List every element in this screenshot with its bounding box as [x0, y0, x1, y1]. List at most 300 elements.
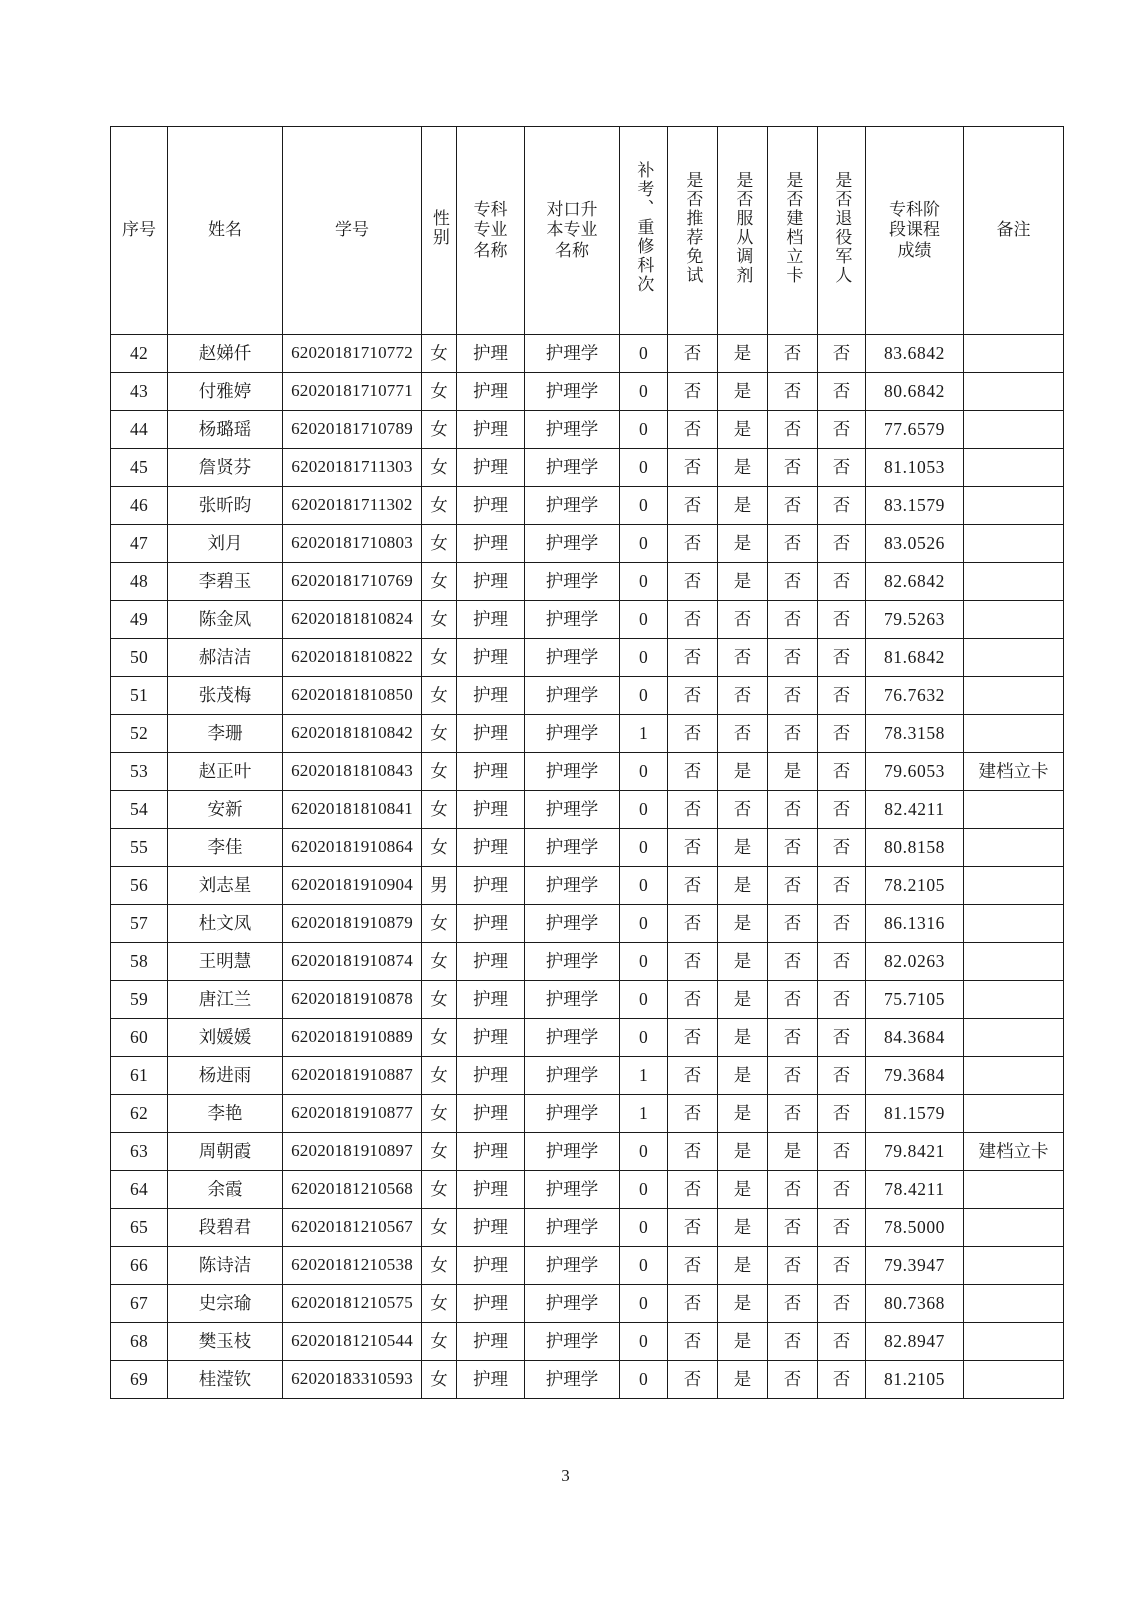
cell-remark: [964, 1019, 1064, 1057]
cell-college-major: 护理: [457, 1323, 525, 1361]
cell-accept-adjustment: 是: [718, 1209, 768, 1247]
cell-student-id: 62020181810843: [283, 753, 422, 791]
cell-recommend-exempt: 否: [668, 715, 718, 753]
cell-name: 张茂梅: [168, 677, 283, 715]
cell-recommend-exempt: 否: [668, 1095, 718, 1133]
cell-name: 余霞: [168, 1171, 283, 1209]
cell-index: 55: [111, 829, 168, 867]
cell-course-score: 82.0263: [866, 943, 964, 981]
cell-index: 66: [111, 1247, 168, 1285]
cell-course-score: 83.1579: [866, 487, 964, 525]
cell-sex: 女: [422, 1057, 457, 1095]
cell-course-score: 81.1053: [866, 449, 964, 487]
cell-sex: 女: [422, 563, 457, 601]
cell-student-id: 62020181910897: [283, 1133, 422, 1171]
cell-makeup-count: 0: [620, 791, 668, 829]
cell-accept-adjustment: 是: [718, 487, 768, 525]
cell-poverty-file-card: 否: [768, 1019, 818, 1057]
cell-recommend-exempt: 否: [668, 905, 718, 943]
cell-makeup-count: 0: [620, 487, 668, 525]
cell-college-major: 护理: [457, 1057, 525, 1095]
cell-course-score: 77.6579: [866, 411, 964, 449]
cell-index: 60: [111, 1019, 168, 1057]
cell-recommend-exempt: 否: [668, 601, 718, 639]
table-row: [111, 335, 1064, 373]
cell-index: 56: [111, 867, 168, 905]
cell-target-major: 护理学: [525, 1133, 620, 1171]
cell-remark: [964, 1171, 1064, 1209]
cell-accept-adjustment: 是: [718, 373, 768, 411]
cell-makeup-count: 1: [620, 715, 668, 753]
cell-retired-soldier: 否: [818, 981, 866, 1019]
cell-college-major: 护理: [457, 905, 525, 943]
cell-recommend-exempt: 否: [668, 981, 718, 1019]
cell-course-score: 79.8421: [866, 1133, 964, 1171]
table-row: [111, 1247, 1064, 1285]
cell-sex: 女: [422, 1171, 457, 1209]
cell-makeup-count: 0: [620, 1019, 668, 1057]
cell-index: 68: [111, 1323, 168, 1361]
cell-remark: [964, 1209, 1064, 1247]
cell-name: 李艳: [168, 1095, 283, 1133]
cell-poverty-file-card: 否: [768, 373, 818, 411]
cell-poverty-file-card: 否: [768, 1095, 818, 1133]
cell-index: 43: [111, 373, 168, 411]
cell-target-major: 护理学: [525, 1209, 620, 1247]
cell-recommend-exempt: 否: [668, 1019, 718, 1057]
cell-name: 刘月: [168, 525, 283, 563]
cell-sex: 女: [422, 525, 457, 563]
cell-name: 赵娣仟: [168, 335, 283, 373]
cell-course-score: 78.3158: [866, 715, 964, 753]
cell-course-score: 81.6842: [866, 639, 964, 677]
column-header-poverty-file-card: 是否建档立卡: [768, 127, 818, 335]
cell-makeup-count: 0: [620, 1285, 668, 1323]
cell-poverty-file-card: 否: [768, 1209, 818, 1247]
cell-recommend-exempt: 否: [668, 1133, 718, 1171]
cell-makeup-count: 0: [620, 335, 668, 373]
cell-student-id: 62020181810850: [283, 677, 422, 715]
page-number: 3: [561, 1466, 570, 1485]
cell-remark: [964, 905, 1064, 943]
cell-college-major: 护理: [457, 829, 525, 867]
cell-poverty-file-card: 否: [768, 943, 818, 981]
cell-retired-soldier: 否: [818, 1247, 866, 1285]
cell-retired-soldier: 否: [818, 1361, 866, 1399]
cell-college-major: 护理: [457, 601, 525, 639]
cell-college-major: 护理: [457, 1133, 525, 1171]
column-header-recommend-exempt: 是否推荐免试: [668, 127, 718, 335]
cell-sex: 女: [422, 1361, 457, 1399]
cell-makeup-count: 0: [620, 867, 668, 905]
cell-student-id: 62020181910879: [283, 905, 422, 943]
cell-target-major: 护理学: [525, 943, 620, 981]
cell-makeup-count: 1: [620, 1057, 668, 1095]
cell-course-score: 86.1316: [866, 905, 964, 943]
cell-makeup-count: 0: [620, 639, 668, 677]
cell-remark: [964, 1361, 1064, 1399]
cell-target-major: 护理学: [525, 449, 620, 487]
cell-poverty-file-card: 否: [768, 1285, 818, 1323]
cell-poverty-file-card: 是: [768, 753, 818, 791]
cell-remark: [964, 981, 1064, 1019]
cell-student-id: 62020181710769: [283, 563, 422, 601]
cell-course-score: 82.4211: [866, 791, 964, 829]
cell-remark: [964, 487, 1064, 525]
cell-poverty-file-card: 否: [768, 829, 818, 867]
cell-retired-soldier: 否: [818, 1133, 866, 1171]
cell-course-score: 80.7368: [866, 1285, 964, 1323]
cell-target-major: 护理学: [525, 981, 620, 1019]
cell-makeup-count: 0: [620, 677, 668, 715]
cell-college-major: 护理: [457, 867, 525, 905]
cell-poverty-file-card: 否: [768, 411, 818, 449]
cell-course-score: 78.2105: [866, 867, 964, 905]
cell-student-id: 62020181910887: [283, 1057, 422, 1095]
table-row: [111, 791, 1064, 829]
cell-sex: 女: [422, 335, 457, 373]
table-row: [111, 867, 1064, 905]
cell-college-major: 护理: [457, 1095, 525, 1133]
cell-poverty-file-card: 否: [768, 601, 818, 639]
cell-college-major: 护理: [457, 981, 525, 1019]
cell-college-major: 护理: [457, 449, 525, 487]
cell-index: 54: [111, 791, 168, 829]
table-row: [111, 1323, 1064, 1361]
cell-remark: [964, 525, 1064, 563]
cell-target-major: 护理学: [525, 373, 620, 411]
table-body: [111, 335, 1064, 1399]
cell-college-major: 护理: [457, 1285, 525, 1323]
cell-index: 45: [111, 449, 168, 487]
cell-remark: [964, 1095, 1064, 1133]
cell-sex: 女: [422, 373, 457, 411]
cell-sex: 女: [422, 829, 457, 867]
cell-recommend-exempt: 否: [668, 639, 718, 677]
cell-makeup-count: 0: [620, 1323, 668, 1361]
cell-recommend-exempt: 否: [668, 829, 718, 867]
cell-makeup-count: 1: [620, 1095, 668, 1133]
cell-recommend-exempt: 否: [668, 449, 718, 487]
cell-recommend-exempt: 否: [668, 525, 718, 563]
header-row: [111, 127, 1064, 335]
cell-course-score: 82.6842: [866, 563, 964, 601]
cell-student-id: 62020181210538: [283, 1247, 422, 1285]
cell-recommend-exempt: 否: [668, 1209, 718, 1247]
cell-recommend-exempt: 否: [668, 753, 718, 791]
cell-target-major: 护理学: [525, 411, 620, 449]
cell-retired-soldier: 否: [818, 639, 866, 677]
cell-target-major: 护理学: [525, 715, 620, 753]
cell-index: 51: [111, 677, 168, 715]
cell-retired-soldier: 否: [818, 1285, 866, 1323]
cell-remark: [964, 1057, 1064, 1095]
column-header-name: 姓名: [168, 127, 283, 335]
cell-index: 53: [111, 753, 168, 791]
cell-retired-soldier: 否: [818, 715, 866, 753]
cell-accept-adjustment: 是: [718, 981, 768, 1019]
cell-poverty-file-card: 否: [768, 905, 818, 943]
cell-college-major: 护理: [457, 1209, 525, 1247]
cell-target-major: 护理学: [525, 1171, 620, 1209]
column-header-accept-adjustment: 是否服从调剂: [718, 127, 768, 335]
cell-index: 46: [111, 487, 168, 525]
cell-student-id: 62020181810824: [283, 601, 422, 639]
cell-name: 李碧玉: [168, 563, 283, 601]
cell-name: 李珊: [168, 715, 283, 753]
table-row: [111, 943, 1064, 981]
cell-sex: 女: [422, 1019, 457, 1057]
cell-sex: 女: [422, 411, 457, 449]
cell-recommend-exempt: 否: [668, 1171, 718, 1209]
cell-target-major: 护理学: [525, 639, 620, 677]
cell-college-major: 护理: [457, 639, 525, 677]
column-header-index: 序号: [111, 127, 168, 335]
cell-makeup-count: 0: [620, 525, 668, 563]
cell-college-major: 护理: [457, 715, 525, 753]
cell-index: 48: [111, 563, 168, 601]
cell-poverty-file-card: 否: [768, 525, 818, 563]
cell-target-major: 护理学: [525, 1057, 620, 1095]
cell-student-id: 62020181910889: [283, 1019, 422, 1057]
cell-accept-adjustment: 是: [718, 1285, 768, 1323]
cell-sex: 女: [422, 677, 457, 715]
cell-student-id: 62020181810842: [283, 715, 422, 753]
cell-course-score: 79.6053: [866, 753, 964, 791]
table-row: [111, 1171, 1064, 1209]
cell-remark: [964, 639, 1064, 677]
cell-name: 段碧君: [168, 1209, 283, 1247]
cell-student-id: 62020181910878: [283, 981, 422, 1019]
cell-target-major: 护理学: [525, 1247, 620, 1285]
cell-student-id: 62020181210568: [283, 1171, 422, 1209]
cell-poverty-file-card: 否: [768, 335, 818, 373]
cell-college-major: 护理: [457, 335, 525, 373]
cell-remark: [964, 449, 1064, 487]
cell-student-id: 62020183310593: [283, 1361, 422, 1399]
cell-name: 桂滢钦: [168, 1361, 283, 1399]
column-header-makeup-retake: 补考、重修科次: [620, 127, 668, 335]
cell-name: 赵正叶: [168, 753, 283, 791]
cell-student-id: 62020181910904: [283, 867, 422, 905]
cell-index: 52: [111, 715, 168, 753]
cell-course-score: 78.4211: [866, 1171, 964, 1209]
cell-sex: 女: [422, 1133, 457, 1171]
cell-recommend-exempt: 否: [668, 563, 718, 601]
cell-recommend-exempt: 否: [668, 1057, 718, 1095]
column-header-retired-soldier: 是否退役军人: [818, 127, 866, 335]
cell-name: 詹贤芬: [168, 449, 283, 487]
cell-retired-soldier: 否: [818, 791, 866, 829]
cell-retired-soldier: 否: [818, 829, 866, 867]
cell-poverty-file-card: 否: [768, 487, 818, 525]
cell-recommend-exempt: 否: [668, 1285, 718, 1323]
cell-college-major: 护理: [457, 525, 525, 563]
cell-retired-soldier: 否: [818, 943, 866, 981]
cell-index: 62: [111, 1095, 168, 1133]
cell-name: 唐江兰: [168, 981, 283, 1019]
cell-remark: [964, 335, 1064, 373]
cell-recommend-exempt: 否: [668, 373, 718, 411]
cell-accept-adjustment: 是: [718, 335, 768, 373]
cell-recommend-exempt: 否: [668, 411, 718, 449]
table-row: [111, 1209, 1064, 1247]
cell-sex: 女: [422, 1247, 457, 1285]
cell-makeup-count: 0: [620, 373, 668, 411]
cell-target-major: 护理学: [525, 525, 620, 563]
table-row: [111, 1285, 1064, 1323]
cell-makeup-count: 0: [620, 981, 668, 1019]
cell-accept-adjustment: 否: [718, 715, 768, 753]
cell-remark: [964, 867, 1064, 905]
cell-student-id: 62020181210544: [283, 1323, 422, 1361]
table-row: [111, 411, 1064, 449]
cell-accept-adjustment: 是: [718, 829, 768, 867]
cell-sex: 男: [422, 867, 457, 905]
cell-remark: [964, 715, 1064, 753]
cell-retired-soldier: 否: [818, 1019, 866, 1057]
cell-course-score: 80.6842: [866, 373, 964, 411]
cell-student-id: 62020181710771: [283, 373, 422, 411]
cell-target-major: 护理学: [525, 1095, 620, 1133]
cell-sex: 女: [422, 943, 457, 981]
cell-poverty-file-card: 否: [768, 1323, 818, 1361]
cell-retired-soldier: 否: [818, 525, 866, 563]
cell-retired-soldier: 否: [818, 563, 866, 601]
cell-student-id: 62020181711302: [283, 487, 422, 525]
table-row: [111, 1019, 1064, 1057]
cell-remark: [964, 791, 1064, 829]
cell-course-score: 82.8947: [866, 1323, 964, 1361]
cell-index: 58: [111, 943, 168, 981]
cell-index: 65: [111, 1209, 168, 1247]
cell-name: 杨进雨: [168, 1057, 283, 1095]
cell-student-id: 62020181210575: [283, 1285, 422, 1323]
cell-course-score: 79.5263: [866, 601, 964, 639]
cell-sex: 女: [422, 1323, 457, 1361]
cell-name: 付雅婷: [168, 373, 283, 411]
cell-accept-adjustment: 否: [718, 601, 768, 639]
cell-college-major: 护理: [457, 1361, 525, 1399]
cell-name: 李佳: [168, 829, 283, 867]
cell-index: 61: [111, 1057, 168, 1095]
cell-student-id: 62020181810841: [283, 791, 422, 829]
table-row: [111, 373, 1064, 411]
cell-recommend-exempt: 否: [668, 943, 718, 981]
cell-poverty-file-card: 否: [768, 715, 818, 753]
cell-student-id: 62020181210567: [283, 1209, 422, 1247]
cell-student-id: 62020181711303: [283, 449, 422, 487]
cell-recommend-exempt: 否: [668, 1361, 718, 1399]
cell-college-major: 护理: [457, 487, 525, 525]
cell-name: 刘媛媛: [168, 1019, 283, 1057]
cell-name: 樊玉枝: [168, 1323, 283, 1361]
cell-name: 王明慧: [168, 943, 283, 981]
cell-college-major: 护理: [457, 563, 525, 601]
cell-accept-adjustment: 是: [718, 525, 768, 563]
cell-sex: 女: [422, 981, 457, 1019]
cell-course-score: 83.0526: [866, 525, 964, 563]
cell-name: 刘志星: [168, 867, 283, 905]
cell-target-major: 护理学: [525, 1285, 620, 1323]
cell-name: 杜文凤: [168, 905, 283, 943]
cell-retired-soldier: 否: [818, 905, 866, 943]
table-row: [111, 601, 1064, 639]
cell-retired-soldier: 否: [818, 677, 866, 715]
cell-retired-soldier: 否: [818, 1171, 866, 1209]
cell-makeup-count: 0: [620, 449, 668, 487]
cell-target-major: 护理学: [525, 335, 620, 373]
cell-name: 郝洁洁: [168, 639, 283, 677]
cell-sex: 女: [422, 753, 457, 791]
cell-recommend-exempt: 否: [668, 1247, 718, 1285]
cell-index: 67: [111, 1285, 168, 1323]
cell-poverty-file-card: 否: [768, 563, 818, 601]
cell-remark: [964, 1247, 1064, 1285]
cell-accept-adjustment: 是: [718, 1133, 768, 1171]
cell-index: 59: [111, 981, 168, 1019]
cell-poverty-file-card: 否: [768, 1171, 818, 1209]
cell-college-major: 护理: [457, 373, 525, 411]
cell-sex: 女: [422, 639, 457, 677]
cell-index: 49: [111, 601, 168, 639]
cell-name: 安新: [168, 791, 283, 829]
cell-makeup-count: 0: [620, 563, 668, 601]
cell-remark: [964, 563, 1064, 601]
table-row: [111, 753, 1064, 791]
cell-college-major: 护理: [457, 677, 525, 715]
cell-accept-adjustment: 是: [718, 905, 768, 943]
cell-remark: [964, 943, 1064, 981]
cell-makeup-count: 0: [620, 1209, 668, 1247]
cell-makeup-count: 0: [620, 1171, 668, 1209]
cell-poverty-file-card: 否: [768, 1247, 818, 1285]
cell-sex: 女: [422, 905, 457, 943]
table-row: [111, 715, 1064, 753]
column-header-course-score: 专科阶 段课程 成绩: [866, 127, 964, 335]
cell-accept-adjustment: 否: [718, 639, 768, 677]
cell-course-score: 75.7105: [866, 981, 964, 1019]
cell-retired-soldier: 否: [818, 1323, 866, 1361]
cell-sex: 女: [422, 1209, 457, 1247]
column-header-student-id: 学号: [283, 127, 422, 335]
cell-recommend-exempt: 否: [668, 335, 718, 373]
cell-student-id: 62020181910877: [283, 1095, 422, 1133]
cell-sex: 女: [422, 449, 457, 487]
cell-target-major: 护理学: [525, 601, 620, 639]
cell-accept-adjustment: 是: [718, 1247, 768, 1285]
cell-remark: [964, 1285, 1064, 1323]
cell-retired-soldier: 否: [818, 487, 866, 525]
cell-makeup-count: 0: [620, 753, 668, 791]
cell-remark: [964, 829, 1064, 867]
cell-name: 陈金凤: [168, 601, 283, 639]
table-row: [111, 905, 1064, 943]
cell-poverty-file-card: 否: [768, 449, 818, 487]
cell-course-score: 81.2105: [866, 1361, 964, 1399]
cell-sex: 女: [422, 601, 457, 639]
table-row: [111, 1057, 1064, 1095]
cell-remark: [964, 1323, 1064, 1361]
cell-poverty-file-card: 否: [768, 867, 818, 905]
cell-retired-soldier: 否: [818, 449, 866, 487]
cell-college-major: 护理: [457, 411, 525, 449]
cell-accept-adjustment: 是: [718, 563, 768, 601]
cell-college-major: 护理: [457, 753, 525, 791]
cell-index: 50: [111, 639, 168, 677]
cell-accept-adjustment: 是: [718, 1057, 768, 1095]
cell-accept-adjustment: 是: [718, 411, 768, 449]
